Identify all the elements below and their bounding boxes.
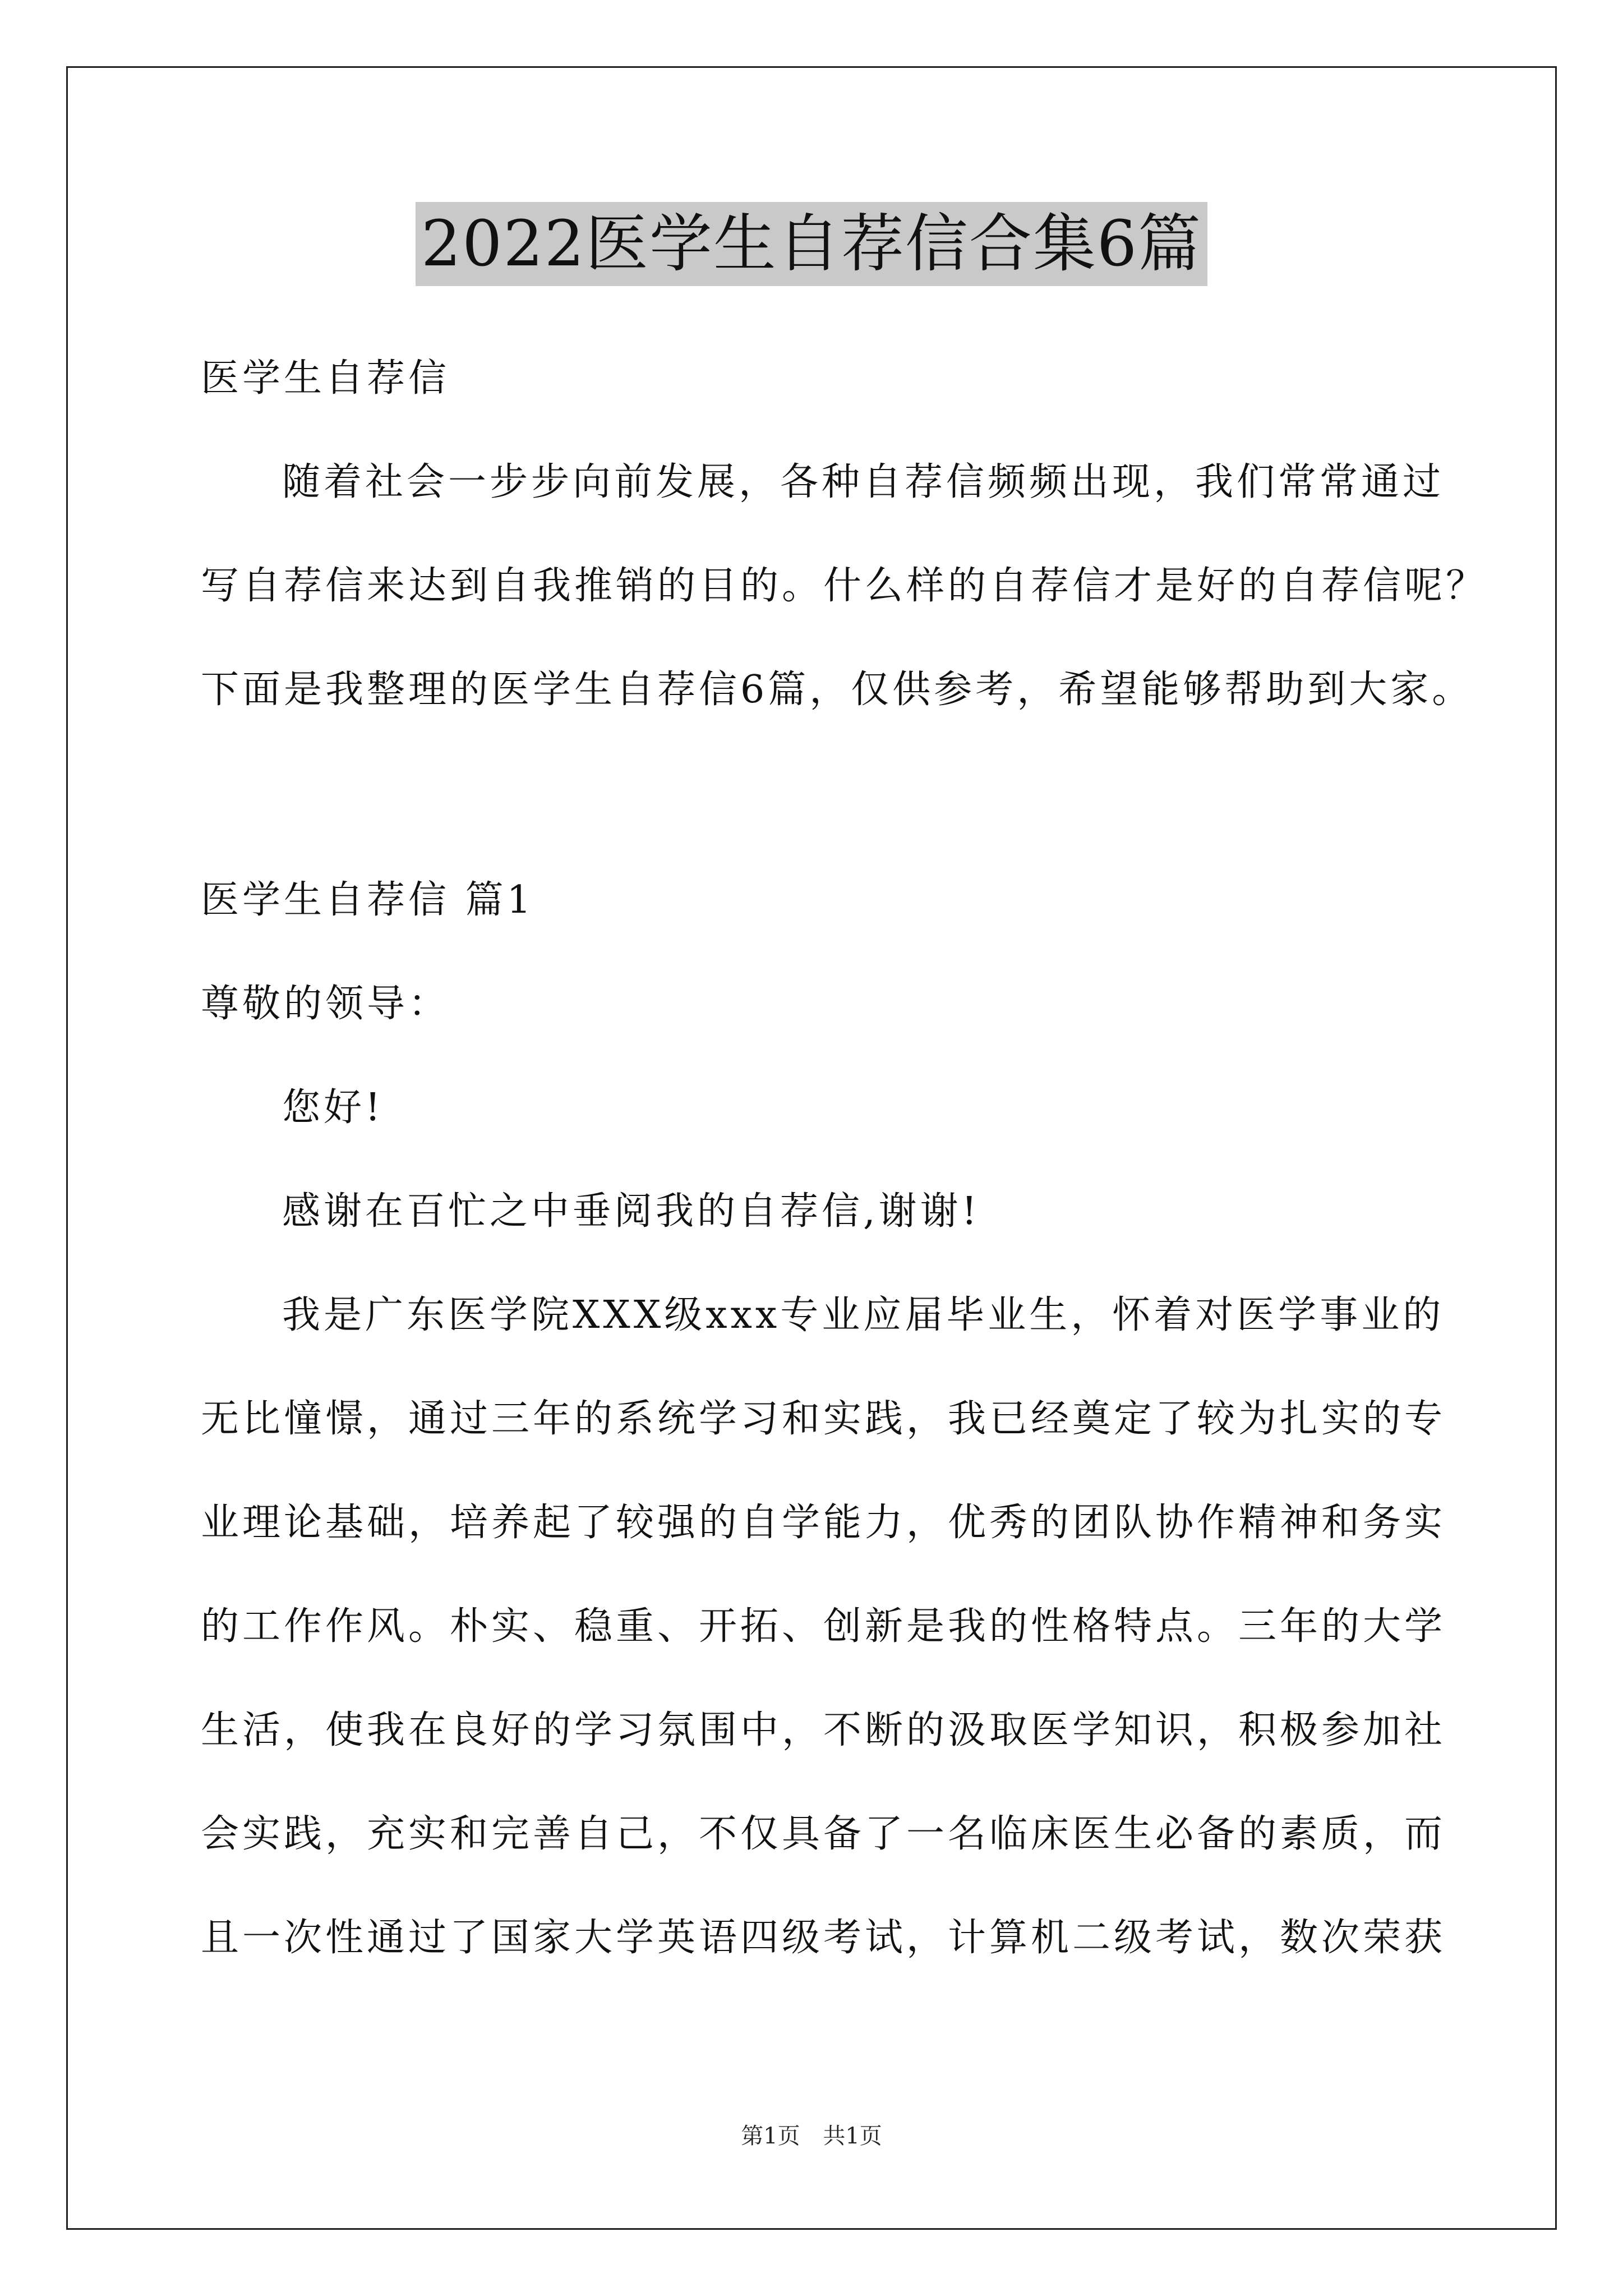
page-footer: [0, 2120, 1623, 2152]
body-paragraph-line: 我是广东医学院XXX级xxx专业应届毕业生，怀着对医学事业的: [282, 1293, 1445, 1337]
body-paragraph-line: 的工作作风。朴实、稳重、开拓、创新是我的性格特点。三年的大学: [201, 1604, 1446, 1649]
body-paragraph-line: 且一次性通过了国家大学英语四级考试，计算机二级考试，数次荣获: [201, 1916, 1446, 1960]
page-total: 共1页: [823, 2123, 882, 2149]
greeting: 您好!: [282, 1085, 384, 1130]
section-heading: 医学生自荐信 篇1: [201, 878, 534, 922]
body-paragraph-line: 会实践，充实和完善自己，不仅具备了一名临床医生必备的素质，而: [201, 1812, 1446, 1856]
body-paragraph-line: 无比憧憬，通过三年的系统学习和实践，我已经奠定了较为扎实的专: [201, 1397, 1446, 1441]
body-paragraph-line: 业理论基础，培养起了较强的自学能力，优秀的团队协作精神和务实: [201, 1501, 1446, 1545]
intro-paragraph-line: 写自荐信来达到自我推销的目的。什么样的自荐信才是好的自荐信呢？: [201, 564, 1488, 608]
intro-heading: 医学生自荐信: [201, 356, 450, 401]
salutation: 尊敬的领导：: [201, 982, 450, 1026]
intro-paragraph-line: 下面是我整理的医学生自荐信6篇，仅供参考，希望能够帮助到大家。: [201, 668, 1474, 712]
title-container: [0, 202, 1623, 286]
document-title: 2022医学生自荐信合集6篇: [416, 202, 1207, 286]
thanks-line: 感谢在百忙之中垂阅我的自荐信,谢谢!: [282, 1189, 980, 1234]
page-number: 第1页: [741, 2123, 800, 2149]
intro-paragraph-line: 随着社会一步步向前发展，各种自荐信频频出现，我们常常通过: [282, 460, 1445, 504]
body-paragraph-line: 生活，使我在良好的学习氛围中，不断的汲取医学知识，积极参加社: [201, 1708, 1446, 1752]
